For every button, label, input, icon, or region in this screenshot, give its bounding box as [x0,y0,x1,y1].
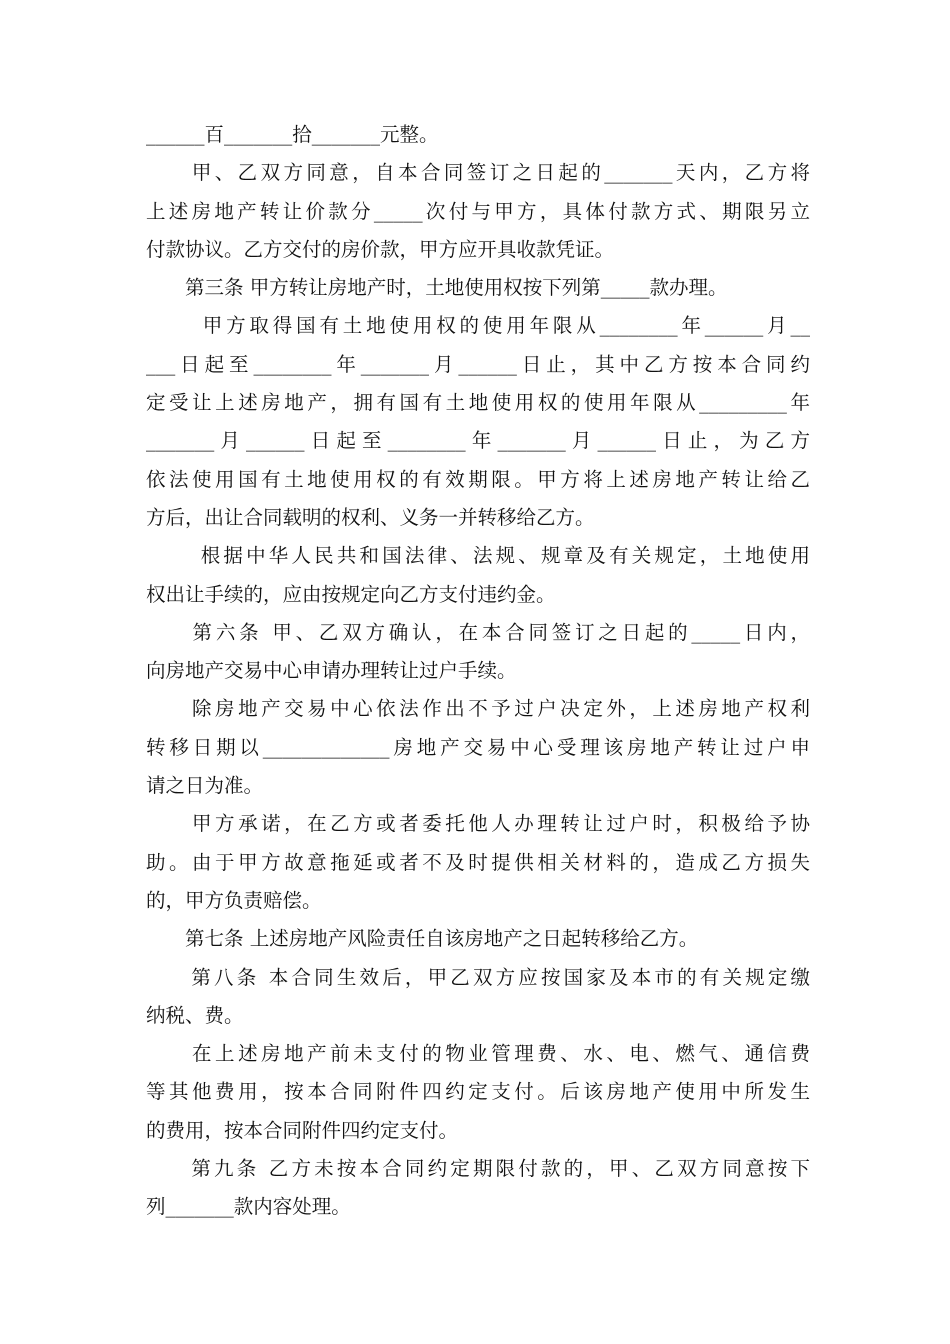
text-line: 甲方承诺，在乙方或者委托他人办理转让过户时，积极给予协 [146,812,810,836]
text-line: 的，甲方负责赔偿。 [146,888,322,912]
text-line: 付款协议。乙方交付的房价款，甲方应开具收款凭证。 [146,237,615,261]
text-line: 方后，出让合同载明的权利、义务一并转移给乙方。 [146,505,595,529]
text-line: 上述房地产转让价款分_____次付与甲方，具体付款方式、期限另立 [146,199,810,223]
text-line: 第七条 上述房地产风险责任自该房地产之日起转移给乙方。 [146,927,699,951]
text-line: 根据中华人民共和国法律、法规、规章及有关规定，土地使用 [146,544,810,568]
text-line: 助。由于甲方故意拖延或者不及时提供相关材料的，造成乙方损失 [146,850,810,874]
text-line: 依法使用国有土地使用权的有效期限。甲方将上述房地产转让给乙 [146,467,810,491]
text-line: 纳税、费。 [146,1003,244,1027]
text-line: ______百_______拾_______元整。 [146,123,439,146]
text-line: _______月______日起至________年_______月______日止，为乙方 [146,429,810,453]
text-line: 向房地产交易中心申请办理转让过户手续。 [146,659,517,683]
text-line: 除房地产交易中心依法作出不予过户决定外，上述房地产权利 [146,697,810,721]
text-line: ___日起至________年_______月______日止，其中乙方按本合同约 [146,352,810,376]
text-line: 甲方取得国有土地使用权的使用年限从________年______月__ [146,314,810,338]
text-line: 请之日为准。 [146,774,264,798]
text-line: 定受让上述房地产，拥有国有土地使用权的使用年限从_________年 [146,391,810,415]
text-line: 转移日期以_____________房地产交易中心受理该房地产转让过户申 [146,735,810,759]
text-line: 第八条 本合同生效后，甲乙双方应按国家及本市的有关规定缴 [146,965,810,989]
text-line: 的费用，按本合同附件四约定支付。 [146,1118,459,1142]
text-line: 甲、乙双方同意，自本合同签订之日起的_______天内，乙方将 [146,161,810,185]
text-line: 第九条 乙方未按本合同约定期限付款的，甲、乙双方同意按下 [146,1157,810,1181]
text-line: 第六条 甲、乙双方确认，在本合同签订之日起的_____日内， [146,620,810,644]
text-line: 列_______款内容处理。 [146,1195,351,1219]
text-line: 等其他费用，按本合同附件四约定支付。后该房地产使用中所发生 [146,1080,810,1104]
text-line: 在上述房地产前未支付的物业管理费、水、电、燃气、通信费 [146,1042,810,1066]
text-line: 第三条 甲方转让房地产时，土地使用权按下列第_____款办理。 [146,276,728,300]
text-line: 权出让手续的，应由按规定向乙方支付违约金。 [146,582,556,606]
contract-body [146,116,810,1227]
